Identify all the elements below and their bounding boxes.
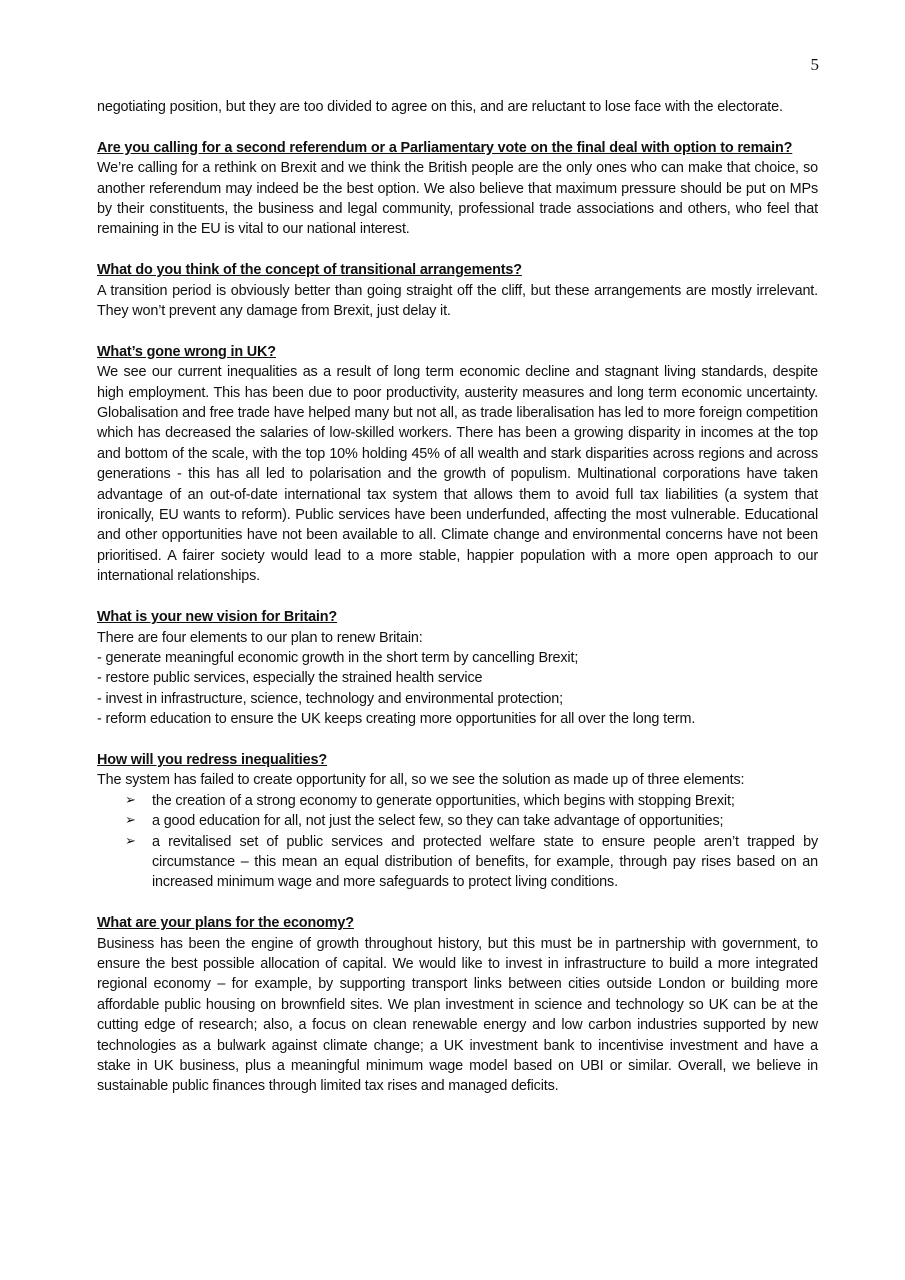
section-redress-inequalities xyxy=(97,750,818,893)
section-body: We’re calling for a rethink on Brexit and we think the British people are the only ones who can make that choice, so another referendum may indeed be the best option. We also believe that maximum pressure should be put on MPs by their constituents, the business and legal community, professional trade associations and others, who feel that remaining in the EU is vital to our national interest. xyxy=(97,160,818,238)
section-body: We see our current inequalities as a result of long term economic decline and stagnant living standards, despite high employment. This has been due to poor productivity, austerity measures and long term economic uncertainty. Globalisation and free trade have helped many but not all, as trade liberalisation has led to more foreign competition which has decreased the salaries of low-skilled workers. There has been a growing disparity in incomes at the top and bottom of the scale, with the top 10% holding 45% of all wealth and stark disparities across regions and across generations - this has all led to polarisation and the growth of populism. Multinational corporations have taken advantage of an out-of-date international tax system that allows them to avoid full tax liabilities (a system that ironically, EU wants to reform). Public services have been underfunded, affecting the most vulnerable. Educational and other opportunities have not been available to all. Climate change and environmental concerns have not been prioritised. A fairer society would lead to a more stable, happier population with a more open approach to our international relationships. xyxy=(97,364,818,585)
list-item xyxy=(97,791,818,811)
vision-line: - invest in infrastructure, science, technology and environmental protection; xyxy=(97,690,563,707)
section-heading: What is your new vision for Britain? xyxy=(97,609,338,626)
intro-continuation-paragraph: negotiating position, but they are too divided to agree on this, and are reluctant to lose face with the electorate. xyxy=(97,99,783,115)
vision-line: - generate meaningful economic growth in the short term by cancelling Brexit; xyxy=(97,649,579,666)
section-heading: What are your plans for the economy? xyxy=(97,915,354,932)
section-body: A transition period is obviously better than going straight off the cliff, but these arrangements are mostly irrelevant. They won’t prevent any damage from Brexit, just delay it. xyxy=(97,282,818,320)
list-item-text: a revitalised set of public services and protected welfare state to ensure people aren’t trapped by circumstance – this mean an equal distribution of benefits, for example, through pay rises based on an increased minimum wage and more safeguards to protect living conditions. xyxy=(152,833,818,891)
document-body xyxy=(97,97,818,1097)
section-heading: Are you calling for a second referendum or a Parliamentary vote on the final deal with option to remain? xyxy=(97,139,793,156)
inequalities-bullet-list xyxy=(97,791,818,893)
section-heading: How will you redress inequalities? xyxy=(97,751,328,768)
arrow-bullet-icon: ➢ xyxy=(125,792,136,808)
section-economy-plans xyxy=(97,913,818,1097)
inequalities-intro: The system has failed to create opportunity for all, so we see the solution as made up of three elements: xyxy=(97,772,745,789)
vision-line: - restore public services, especially the strained health service xyxy=(97,670,483,687)
vision-intro: There are four elements to our plan to renew Britain: xyxy=(97,629,423,646)
section-whats-gone-wrong xyxy=(97,342,818,587)
page-number: 5 xyxy=(810,55,819,74)
vision-line: - reform education to ensure the UK keeps creating more opportunities for all over the long term. xyxy=(97,711,696,728)
section-body: Business has been the engine of growth throughout history, but this must be in partnership with government, to ensure the best possible allocation of capital. We would like to invest in infrastructure to build a more integrated regional economy – for example, by supporting transport links between cities outside London or building more affordable public housing on brownfield sites. We plan investment in science and technology so UK can be at the cutting edge of research; also, a focus on clean renewable energy and low carbon industries supported by new technologies as a bulwark against climate change; a UK investment bank to incentivise investment and have a stake in UK business, plus a meaningful minimum wage model based on UBI or similar. Overall, we believe in sustainable public finances through limited tax rises and managed deficits. xyxy=(97,935,818,1095)
section-new-vision xyxy=(97,607,818,729)
section-heading: What’s gone wrong in UK? xyxy=(97,343,276,360)
list-item xyxy=(97,811,818,831)
list-item xyxy=(97,832,818,893)
arrow-bullet-icon: ➢ xyxy=(125,833,136,849)
arrow-bullet-icon: ➢ xyxy=(125,813,136,829)
section-second-referendum xyxy=(97,138,818,240)
section-transitional-arrangements xyxy=(97,260,818,321)
section-heading: What do you think of the concept of transitional arrangements? xyxy=(97,262,522,279)
list-item-text: a good education for all, not just the select few, so they can take advantage of opportunities; xyxy=(152,813,724,830)
list-item-text: the creation of a strong economy to generate opportunities, which begins with stopping Brexit; xyxy=(152,792,735,809)
